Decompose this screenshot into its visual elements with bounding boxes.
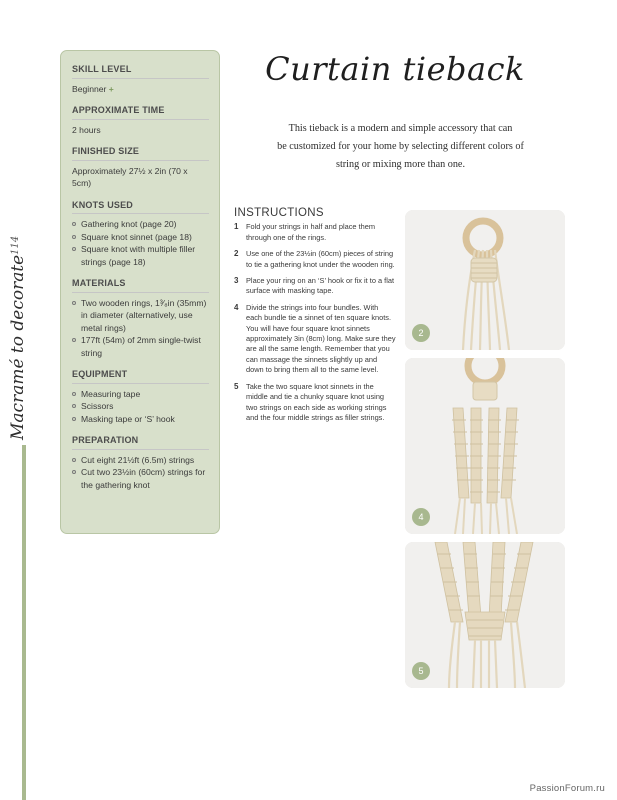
bullet-icon	[72, 392, 76, 396]
bullet-icon	[72, 417, 76, 421]
bullet-icon	[72, 470, 76, 474]
step-badge: 4	[412, 508, 430, 526]
step-number: 2	[234, 249, 239, 259]
step-text: Use one of the 23½in (60cm) pieces of string to tie a gathering knot under the wooden ring.	[246, 249, 395, 269]
finished-size-value: Approximately 27½ x 2in (70 x 5cm)	[72, 165, 188, 188]
list-item: Gathering knot (page 20)	[72, 218, 209, 231]
knots-used-section	[72, 199, 209, 269]
knots-used-heading: KNOTS USED	[72, 199, 209, 215]
intro-line: This tieback is a modern and simple accessory that can	[288, 123, 513, 134]
equipment-heading: EQUIPMENT	[72, 368, 209, 384]
bullet-icon	[72, 404, 76, 408]
approximate-time-heading: APPROXIMATE TIME	[72, 104, 209, 120]
sinnets-illustration	[405, 358, 565, 534]
bullet-icon	[72, 458, 76, 462]
step-number: 1	[234, 222, 239, 232]
step-photo-sinnets	[405, 358, 565, 534]
instruction-step	[234, 249, 396, 270]
finished-size-section	[72, 145, 209, 190]
list-item: Cut eight 21½ft (6.5m) strings	[72, 454, 209, 467]
step-number: 4	[234, 302, 239, 312]
approximate-time-value: 2 hours	[72, 124, 101, 135]
step-text: Fold your strings in half and place them through one of the rings.	[246, 222, 375, 242]
plus-icon: +	[108, 83, 114, 94]
step-photo-ring	[405, 210, 565, 350]
step-text: Take the two square knot sinnets in the middle and tie a chunky square knot using two strings on each side as working strings and the four middle strings as filler strings.	[246, 381, 387, 422]
list-item: Cut two 23½in (60cm) strings for the gathering knot	[72, 466, 209, 491]
materials-section	[72, 277, 209, 359]
instruction-step	[234, 276, 396, 297]
equipment-list	[72, 388, 209, 426]
instruction-step	[234, 303, 396, 376]
intro-line: be customized for your home by selecting different colors of	[277, 141, 524, 152]
project-title: Curtain tieback	[265, 50, 525, 88]
list-item: Masking tape or ‘S’ hook	[72, 413, 209, 426]
list-item: Scissors	[72, 400, 209, 413]
spine-rule	[22, 445, 26, 800]
preparation-heading: PREPARATION	[72, 434, 209, 450]
skill-level-section	[72, 63, 209, 95]
page-number: 114	[10, 235, 21, 255]
step-photo-chunky-knot	[405, 542, 565, 688]
list-item: 177ft (54m) of 2mm single-twist string	[72, 334, 209, 359]
intro-line: string or mixing more than one.	[335, 159, 466, 170]
instruction-step	[234, 222, 396, 243]
instructions	[234, 208, 396, 429]
list-item: Square knot sinnet (page 18)	[72, 231, 209, 244]
skill-level-value: Beginner +	[72, 83, 114, 94]
instruction-step	[234, 382, 396, 424]
preparation-section	[72, 434, 209, 491]
equipment-section	[72, 368, 209, 425]
finished-size-heading: FINISHED SIZE	[72, 145, 209, 161]
step-text: Divide the strings into four bundles. With each bundle tie a sinnet of ten square knots. You will have four square knot sinnets approximately 3in (8cm) long. Make sure they are all the same length. Remember that you can massage the sinnets slightly up and down to bring them all to the same level.	[246, 302, 396, 375]
list-item: Two wooden rings, 1³⁄₈in (35mm) in diameter (alternatively, use metal rings)	[72, 297, 209, 335]
list-item: Square knot with multiple filler strings (page 18)	[72, 243, 209, 268]
materials-heading: MATERIALS	[72, 277, 209, 293]
project-intro	[258, 120, 543, 174]
skill-level-heading: SKILL LEVEL	[72, 63, 209, 79]
preparation-list	[72, 454, 209, 492]
bullet-icon	[72, 247, 76, 251]
step-badge: 2	[412, 324, 430, 342]
bullet-icon	[72, 222, 76, 226]
bullet-icon	[72, 338, 76, 342]
bullet-icon	[72, 301, 76, 305]
knots-list	[72, 218, 209, 268]
approximate-time-section	[72, 104, 209, 136]
materials-list	[72, 297, 209, 360]
watermark: PassionForum.ru	[529, 783, 605, 794]
instructions-heading: INSTRUCTIONS	[234, 207, 324, 219]
step-text: Place your ring on an ‘S’ hook or fix it to a flat surface with masking tape.	[246, 276, 395, 296]
step-number: 3	[234, 276, 239, 286]
bullet-icon	[72, 235, 76, 239]
project-info-panel	[60, 50, 220, 534]
step-badge: 5	[412, 662, 430, 680]
list-item: Measuring tape	[72, 388, 209, 401]
book-spine	[0, 200, 48, 800]
book-title: Macramé to decorate	[8, 254, 28, 440]
step-number: 5	[234, 381, 239, 391]
